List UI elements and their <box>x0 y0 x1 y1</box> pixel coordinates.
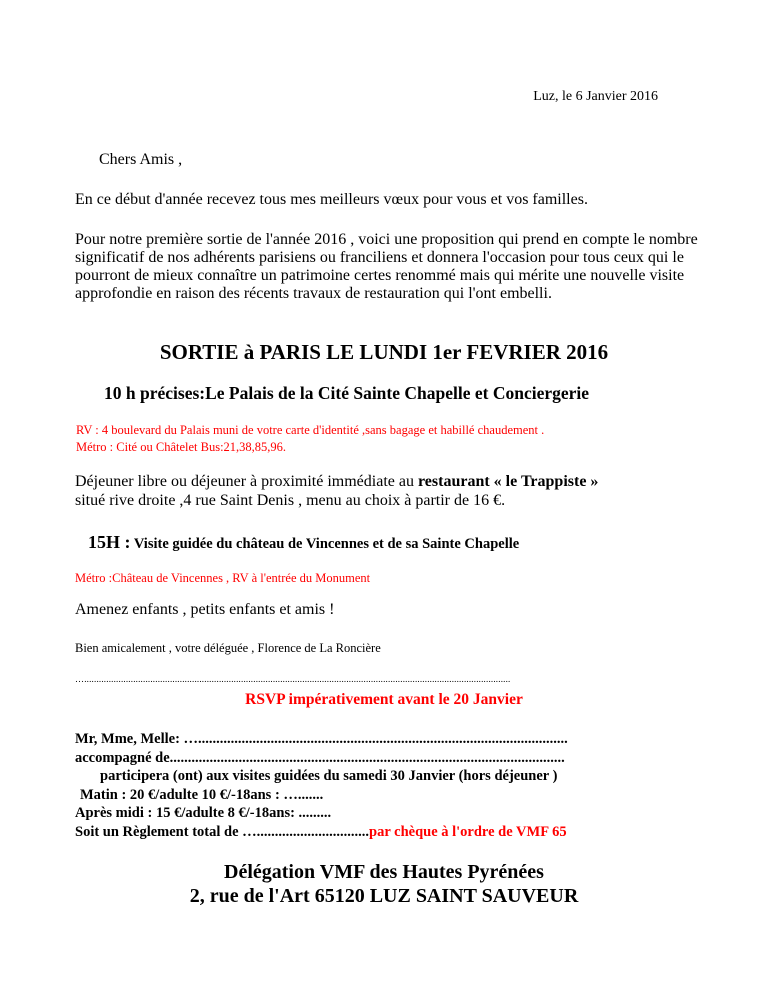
afternoon-title: Visite guidée du château de Vincennes et de sa Sainte Chapelle <box>130 536 520 552</box>
date-line: Luz, le 6 Janvier 2016 <box>533 89 658 104</box>
event-title: SORTIE à PARIS LE LUNDI 1er FEVRIER 2016 <box>159 340 609 364</box>
greeting: Chers Amis , <box>99 151 183 168</box>
invite-line: Amenez enfants , petits enfants et amis ! <box>75 601 335 618</box>
restaurant-name: restaurant « le Trappiste » <box>417 473 599 490</box>
form-name-line: Mr, Mme, Melle: …...................................................................................................... <box>75 731 568 747</box>
intro-paragraph: Pour notre première sortie de l'année 2016 , voici une proposition qui prend en compte le nombre significatif de nos adhérents parisiens ou franciliens et donnera l'occasion pour tous ceux qui le pourront de mieux connaître un patrimoine certes renommé mais qui mérite une nouvelle visite approfondie en raison des récents travaux de restauration qui l'ont embelli. <box>75 231 698 302</box>
afternoon-visit-heading <box>88 532 519 553</box>
cut-separator: ….............................................................................................................................................................................. <box>75 674 511 684</box>
metro-info: Métro : Cité ou Châtelet Bus:21,38,85,96. <box>76 440 287 454</box>
footer-address <box>0 860 768 908</box>
form-total-label: Soit un Règlement total de …............................... <box>75 823 370 840</box>
form-payment-instruction: par chèque à l'ordre de VMF 65 <box>369 823 567 840</box>
lunch-paragraph <box>75 472 715 510</box>
form-companions-line: accompagné de............................................................................................................. <box>75 749 565 766</box>
meeting-address: RV : 4 boulevard du Palais muni de votre carte d'identité ,sans bagage et habillé chaudement . <box>76 423 545 437</box>
afternoon-metro-info: Métro :Château de Vincennes , RV à l'entrée du Monument <box>75 571 371 585</box>
form-total-line <box>75 823 568 842</box>
signature-line: Bien amicalement , votre déléguée , Florence de La Roncière <box>75 641 381 655</box>
footer-organization: Délégation VMF des Hautes Pyrénées <box>224 861 544 883</box>
meeting-info <box>76 422 716 456</box>
form-participation-line: participera (ont) aux visites guidées du samedi 30 Janvier (hors déjeuner ) <box>100 768 558 784</box>
footer-street: 2, rue de l'Art 65120 LUZ SAINT SAUVEUR <box>189 885 579 907</box>
rsvp-heading: RSVP impérativement avant le 20 Janvier <box>245 691 523 708</box>
lunch-text: Déjeuner libre ou déjeuner à proximité immédiate au <box>75 473 418 490</box>
form-afternoon-price-line: Après midi : 15 €/adulte 8 €/-18ans: ......... <box>75 805 332 821</box>
morning-visit-heading: 10 h précises:Le Palais de la Cité Sainte Chapelle et Conciergerie <box>104 383 590 403</box>
wishes-paragraph: En ce début d'année recevez tous mes meilleurs vœux pour vous et vos familles. <box>75 191 588 208</box>
registration-form <box>75 730 568 841</box>
form-morning-price-line: Matin : 20 €/adulte 10 €/-18ans : …....... <box>80 786 324 803</box>
lunch-address: situé rive droite ,4 rue Saint Denis , menu au choix à partir de 16 €. <box>75 492 506 509</box>
afternoon-time: 15H : <box>88 532 131 552</box>
